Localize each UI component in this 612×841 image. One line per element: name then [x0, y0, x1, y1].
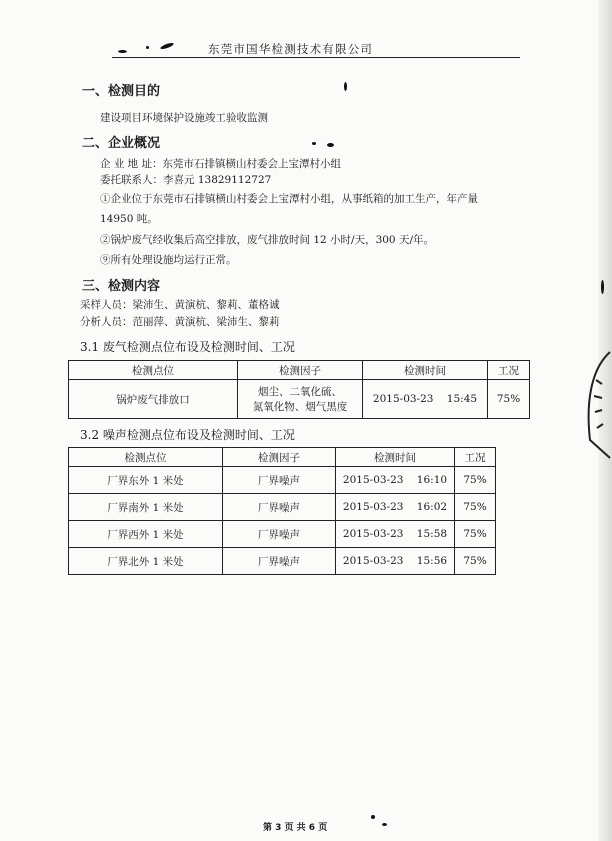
gas-factor — [238, 380, 363, 419]
noise-time: 2015-03-23 16:10 — [336, 467, 455, 494]
noise-time: 2015-03-23 16:02 — [336, 494, 455, 521]
samplers: 采样人员：梁沛生、黄演杭、黎莉、董格诚 — [80, 299, 280, 311]
overview-item-2: ②锅炉废气经收集后高空排放，废气排放时间 12 小时/天，300 天/年。 — [100, 234, 434, 246]
noise-point: 厂界南外 1 米处 — [69, 494, 223, 521]
scan-speck — [371, 815, 375, 819]
section-overview-title: 二、企业概况 — [82, 136, 161, 151]
noise-condition: 75% — [455, 521, 496, 548]
scan-speck — [327, 143, 334, 147]
noise-factor: 厂界噪声 — [223, 467, 336, 494]
noise-point: 厂界北外 1 米处 — [69, 548, 223, 575]
analysts: 分析人员：范丽萍、黄演杭、梁沛生、黎莉 — [80, 316, 280, 328]
noise-monitoring-table — [68, 447, 496, 575]
gas-monitoring-table — [68, 360, 530, 419]
seal-stamp-fragment — [582, 350, 612, 460]
noise-header-point: 检测点位 — [69, 448, 223, 467]
section-content-title: 三、检测内容 — [82, 279, 161, 294]
gas-time: 2015-03-23 15:45 — [363, 380, 488, 419]
noise-header-time: 检测时间 — [336, 448, 455, 467]
page-number: 第 3 页 共 6 页 — [263, 823, 328, 833]
purpose-text: 建设项目环境保护设施竣工验收监测 — [100, 112, 268, 124]
gas-table-title: 3.1 废气检测点位布设及检测时间、工况 — [80, 340, 295, 354]
noise-point: 厂界西外 1 米处 — [69, 521, 223, 548]
gas-factor-line-1: 烟尘、二氧化硫、 — [258, 386, 342, 398]
gas-header-time: 检测时间 — [363, 361, 488, 380]
overview-item-3: ⑨所有处理设施均运行正常。 — [100, 254, 237, 266]
noise-factor: 厂界噪声 — [223, 548, 336, 575]
noise-condition: 75% — [455, 548, 496, 575]
gas-header-factor: 检测因子 — [238, 361, 363, 380]
noise-condition: 75% — [455, 467, 496, 494]
noise-header-condition: 工况 — [455, 448, 496, 467]
scan-speck — [601, 280, 604, 294]
scan-speck — [382, 823, 387, 826]
gas-header-point: 检测点位 — [69, 361, 238, 380]
company-header: 东莞市国华检测技术有限公司 — [208, 42, 374, 56]
noise-time: 2015-03-23 15:58 — [336, 521, 455, 548]
noise-factor: 厂界噪声 — [223, 521, 336, 548]
table-row — [69, 380, 530, 419]
table-row — [69, 521, 496, 548]
gas-condition: 75% — [488, 380, 530, 419]
scan-speck — [344, 82, 347, 91]
noise-condition: 75% — [455, 494, 496, 521]
gas-point: 锅炉废气排放口 — [69, 380, 238, 419]
table-row — [69, 467, 496, 494]
noise-factor: 厂界噪声 — [223, 494, 336, 521]
table-row — [69, 548, 496, 575]
noise-header-factor: 检测因子 — [223, 448, 336, 467]
scan-speck — [312, 142, 316, 145]
table-row — [69, 494, 496, 521]
noise-point: 厂界东外 1 米处 — [69, 467, 223, 494]
gas-header-condition: 工况 — [488, 361, 530, 380]
company-address: 企 业 地 址：东莞市石排镇横山村委会上宝潭村小组 — [100, 158, 342, 170]
noise-time: 2015-03-23 15:56 — [336, 548, 455, 575]
header-rule — [112, 57, 520, 58]
overview-item-1-cont: 14950 吨。 — [100, 213, 158, 225]
gas-factor-line-2: 氮氧化物、烟气黑度 — [252, 401, 348, 413]
contact-person: 委托联系人：李喜元 13829112727 — [100, 174, 272, 186]
section-purpose-title: 一、检测目的 — [82, 84, 161, 99]
noise-table-title: 3.2 噪声检测点位布设及检测时间、工况 — [80, 428, 295, 442]
overview-item-1: ①企业位于东莞市石排镇横山村委会上宝潭村小组，从事纸箱的加工生产，年产量 — [100, 193, 478, 205]
